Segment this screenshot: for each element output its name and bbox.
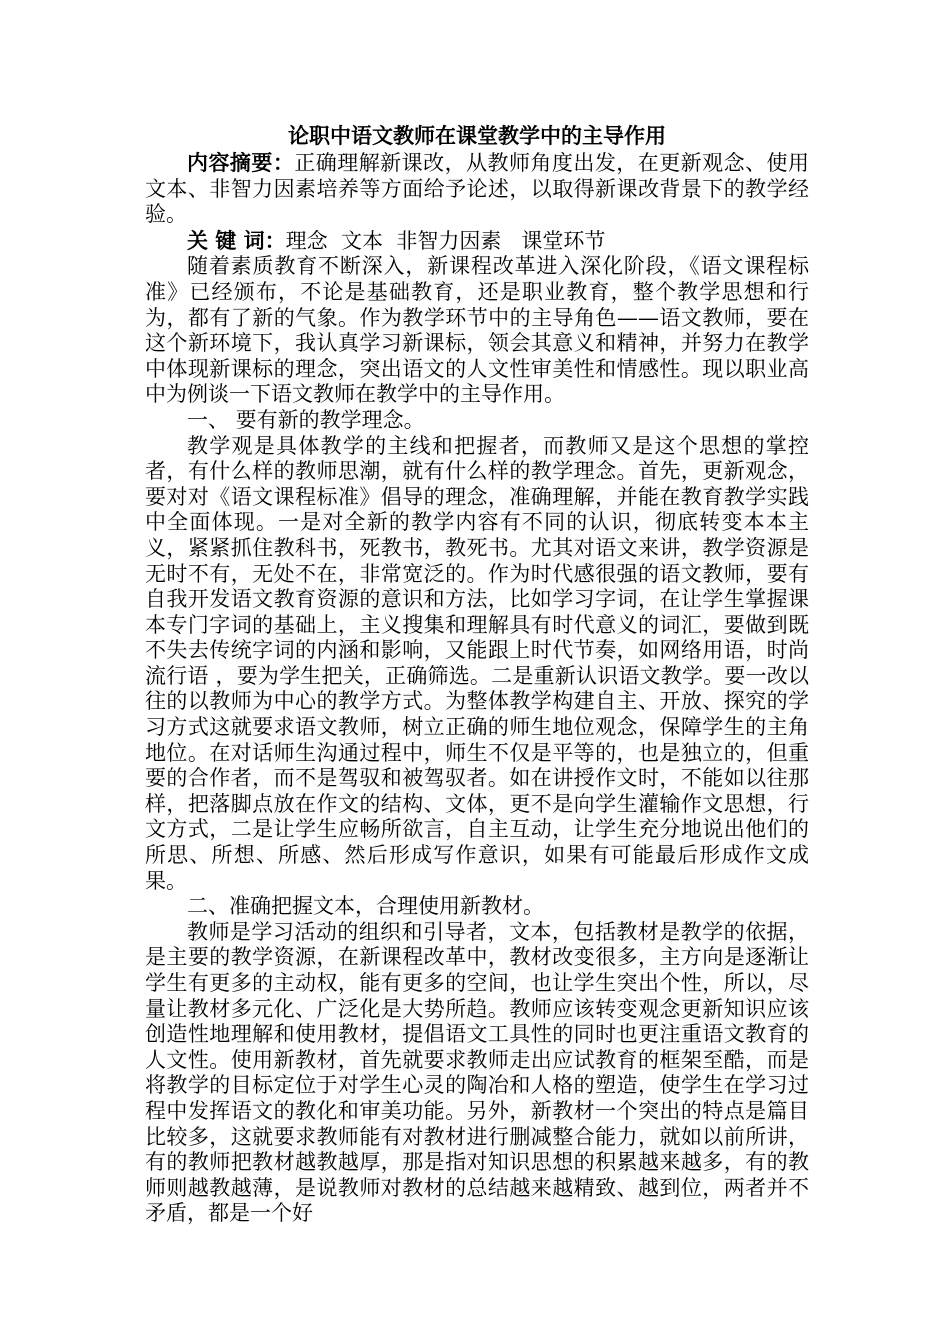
keywords-text: 理念 文本 非智力因素 课堂环节 bbox=[285, 228, 606, 253]
abstract-paragraph bbox=[145, 150, 809, 228]
section-1-heading: 一、 要有新的教学理念。 bbox=[187, 407, 425, 432]
document-page bbox=[145, 122, 809, 1227]
section-2-body: 教师是学习活动的组织和引导者，文本，包括教材是教学的依据，是主要的教学资源，在新课程改革中，教材改变很多，主方向是逐渐让学生有更多的主动权，能有更多的空间，也让学生突出个性，所以，尽量让教材多元化、广泛化是大势所趋。教师应该转变观念更新知识应该创造性地理解和使用教材，提倡语文工具性的同时也更注重语文教育的人文性。使用新教材，首先就要求教师走出应试教育的框架至酷，而是将教学的目标定位于对学生心灵的陶冶和人格的塑造，使学生在学习过程中发挥语文的教化和审美功能。另外，新教材一个突出的特点是篇目比较多，这就要求教师能有对教材进行删减整合能力，就如以前所讲，有的教师把教材越教越厚，那是指对知识思想的积累越来越多，有的教师则越教越薄，是说教师对教材的总结越来越精致、越到位，两者并不矛盾，都是一个好 bbox=[145, 919, 809, 1226]
document-title: 论职中语文教师在课堂教学中的主导作用 bbox=[288, 123, 666, 148]
keywords-paragraph bbox=[145, 228, 809, 255]
section-2-heading: 二、准确把握文本，合理使用新教材。 bbox=[187, 894, 544, 919]
intro-paragraph: 随着素质教育不断深入，新课程改革进入深化阶段，《语文课程标准》已经颁布，不论是基础教育，还是职业教育，整个教学思想和行为，都有了新的气象。作为教学环节中的主导角色——语文教师，要在这个新环境下，我认真学习新课标，领会其意义和精神，并努力在教学中体现新课标的理念，突出语文的人文性审美性和情感性。现以职业高中为例谈一下语文教师在教学中的主导作用。 bbox=[145, 254, 809, 407]
abstract-text: 正确理解新课改，从教师角度出发，在更新观念、使用文本、非智力因素培养等方面给予论述，以取得新课改背景下的教学经验。 bbox=[145, 151, 810, 227]
section-1-body: 教学观是具体教学的主线和把握者，而教师又是这个思想的掌控者，有什么样的教师思潮，就有什么样的教学理念。首先，更新观念，要对对《语文课程标准》倡导的理念，准确理解，并能在教育教学实践中全面体现。一是对全新的教学内容有不同的认识，彻底转变本本主义，紧紧抓住教科书，死教书，教死书。尤其对语文来讲，教学资源是无时不有，无处不在，非常宽泛的。作为时代感很强的语文教师，要有自我开发语文教育资源的意识和方法，比如学习字词，在让学生掌握课本专门字词的基础上，主义搜集和理解具有时代意义的词汇，要做到既不失去传统字词的内涵和影响，又能跟上时代节奏，如网络用语，时尚流行语 ，要为学生把关，正确筛选。二是重新认识语文教学。要一改以往的以教师为中心的教学方式。为整体教学构建自主、开放、探究的学习方式这就要求语文教师，树立正确的师生地位观念，保障学生的主角地位。在对话师生沟通过程中，师生不仅是平等的，也是独立的，但重要的合作者，而不是驾驭和被驾驭者。如在讲授作文时，不能如以往那样，把落脚点放在作文的结构、文体，更不是向学生灌输作文思想，行文方式，二是让学生应畅所欲言，自主互动，让学生充分地说出他们的所思、所想、所感、然后形成写作意识，如果有可能最后形成作文成果。 bbox=[145, 433, 809, 893]
abstract-label: 内容摘要： bbox=[187, 150, 295, 175]
keywords-label: 关 键 词： bbox=[187, 227, 286, 253]
